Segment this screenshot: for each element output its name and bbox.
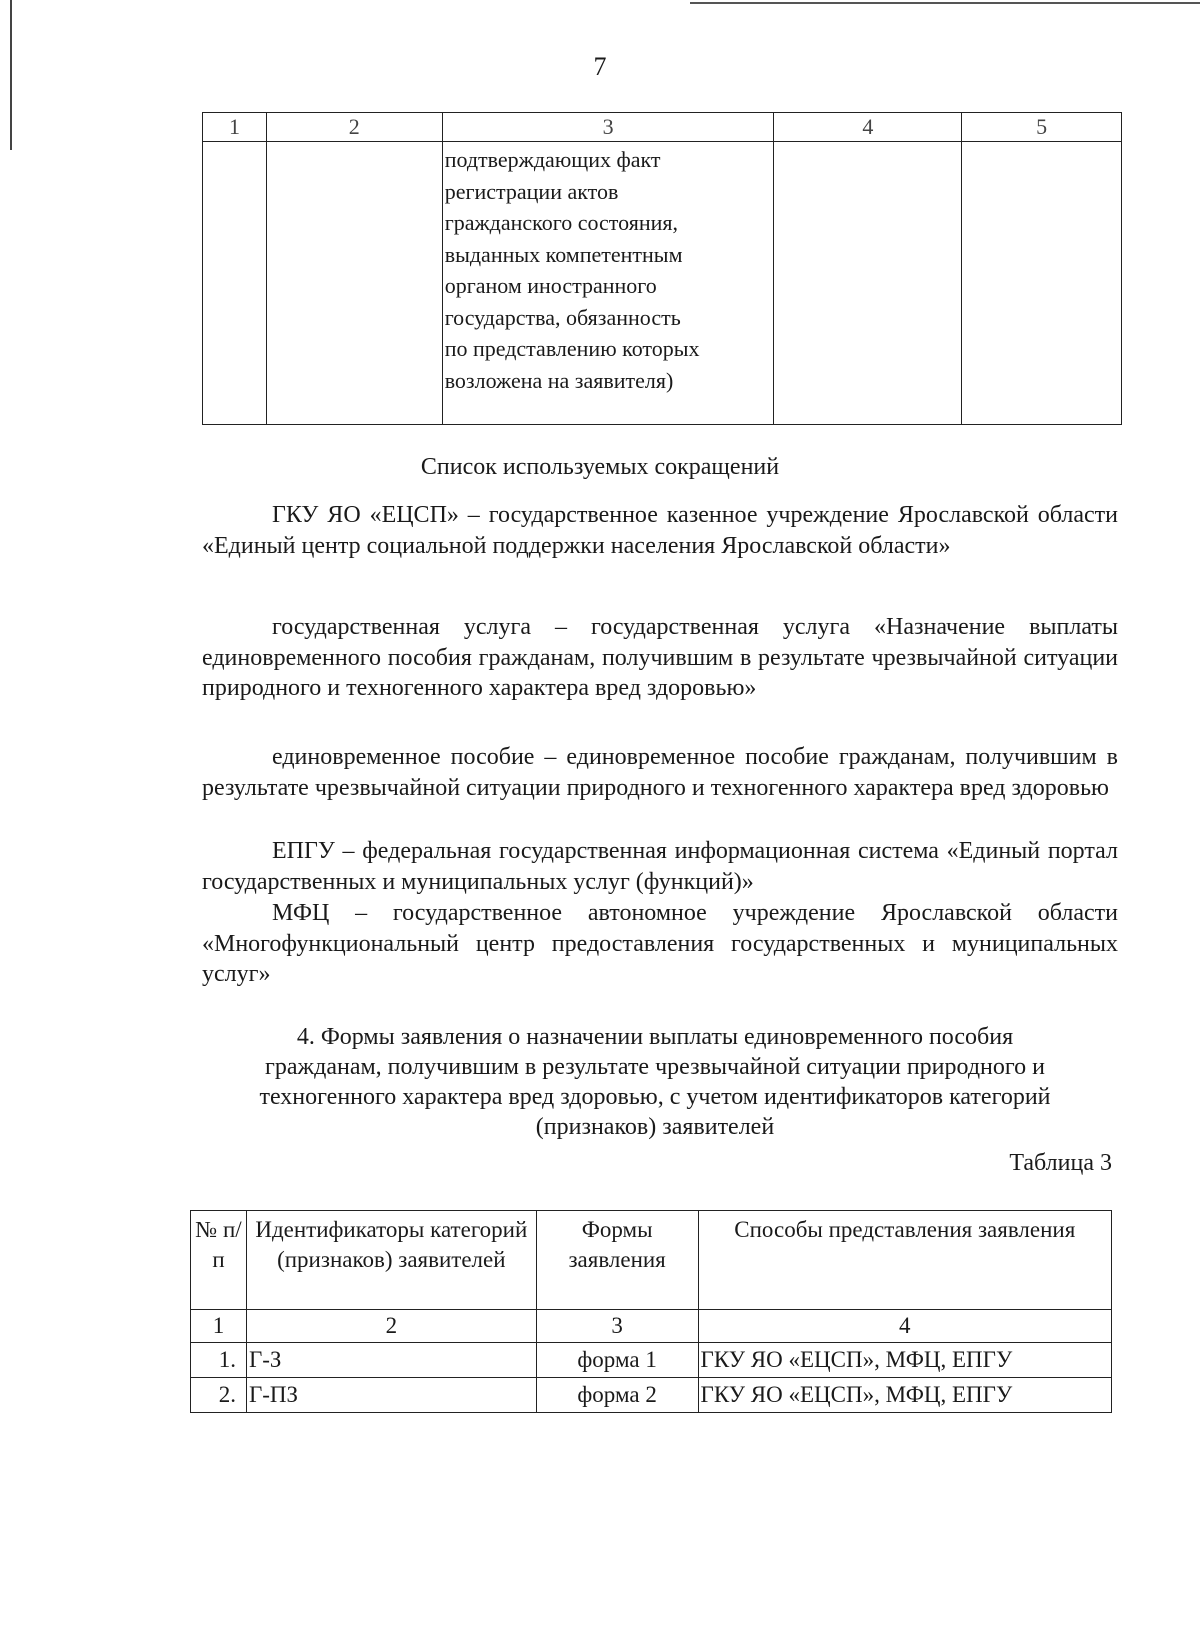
- table-cell: [774, 142, 962, 425]
- cell-line: государства, обязанность: [444, 304, 681, 330]
- col-number: 3: [536, 1310, 698, 1343]
- cell-line: подтверждающих факт: [444, 147, 661, 172]
- scan-border-top: [690, 2, 1200, 4]
- cell-line: выданных компетентным: [444, 241, 683, 267]
- continuation-table: [202, 112, 1122, 425]
- col-number: 4: [698, 1310, 1111, 1343]
- col-number: 3: [442, 113, 774, 142]
- abbreviation-item: ЕПГУ – федеральная государственная информационная система «Единый портал государственных и муниципальных услуг (функций)»: [202, 838, 1118, 895]
- row-submission-method: ГКУ ЯО «ЕЦСП», МФЦ, ЕПГУ: [698, 1343, 1111, 1378]
- row-form: форма 2: [536, 1378, 698, 1413]
- table-cell: [962, 142, 1122, 425]
- table-row: [191, 1343, 1112, 1378]
- cell-line: органом иностранного: [444, 273, 657, 298]
- table-cell-text: [442, 142, 774, 425]
- table-row: [191, 1378, 1112, 1413]
- continuation-table-header: [203, 113, 1122, 142]
- col-number: 1: [203, 113, 267, 142]
- col-number: 4: [774, 113, 962, 142]
- table-label: Таблица 3: [1009, 1150, 1112, 1176]
- row-number: 2.: [191, 1378, 247, 1413]
- row-number: 1.: [191, 1343, 247, 1378]
- cell-line: гражданского состояния,: [444, 210, 678, 235]
- abbreviations-title: Список используемых сокращений: [420, 454, 780, 480]
- abbreviation-item: единовременное пособие – единовременное пособие гражданам, получившим в результате чрезвычайной ситуации природного и техногенного характера вред здоровью: [202, 744, 1118, 801]
- forms-table: [190, 1210, 1112, 1413]
- continuation-table-row: [203, 142, 1122, 425]
- header-cell-number: № п/п: [191, 1211, 247, 1310]
- abbreviation-item: государственная услуга – государственная услуга «Назначение выплаты единовременного пособия гражданам, получившим в результате чрезвычайной ситуации природного и техногенного характера вред здоровью»: [202, 614, 1118, 701]
- abbreviation-item: ГКУ ЯО «ЕЦСП» – государственное казенное учреждение Ярославской области «Единый центр социальной поддержки населения Ярославской области»: [202, 502, 1118, 559]
- col-number: 1: [191, 1310, 247, 1343]
- heading-line: техногенного характера вред здоровью, с учетом идентификаторов категорий: [259, 1084, 1051, 1110]
- cell-line: по представлению которых: [444, 336, 700, 361]
- row-identifier: Г-ПЗ: [246, 1378, 536, 1413]
- page-number: 7: [593, 52, 607, 81]
- col-number: 5: [962, 113, 1122, 142]
- heading-line: 4. Формы заявления о назначении выплаты единовременного пособия: [296, 1024, 1014, 1050]
- row-identifier: Г-З: [246, 1343, 536, 1378]
- header-cell-identifiers: Идентификаторы категорий (признаков) заявителей: [246, 1211, 536, 1310]
- cell-line: регистрации актов: [444, 178, 619, 204]
- table-cell: [203, 142, 267, 425]
- forms-table-col-numbers: [191, 1310, 1112, 1343]
- header-cell-forms: Формы заявления: [536, 1211, 698, 1310]
- table-cell: [266, 142, 442, 425]
- cell-line: возложена на заявителя): [444, 367, 674, 393]
- row-form: форма 1: [536, 1343, 698, 1378]
- row-submission-method: ГКУ ЯО «ЕЦСП», МФЦ, ЕПГУ: [698, 1378, 1111, 1413]
- col-number: 2: [246, 1310, 536, 1343]
- header-cell-methods: Способы представления заявления: [698, 1211, 1111, 1310]
- heading-line: гражданам, получившим в результате чрезвычайной ситуации природного и: [265, 1054, 1045, 1080]
- heading-line: (признаков) заявителей: [535, 1114, 775, 1140]
- col-number: 2: [266, 113, 442, 142]
- section-4-heading: [190, 1022, 1120, 1142]
- forms-table-header: [191, 1211, 1112, 1310]
- abbreviation-item: МФЦ – государственное автономное учреждение Ярославской области «Многофункциональный центр предоставления государственных и муниципальных услуг»: [202, 900, 1118, 987]
